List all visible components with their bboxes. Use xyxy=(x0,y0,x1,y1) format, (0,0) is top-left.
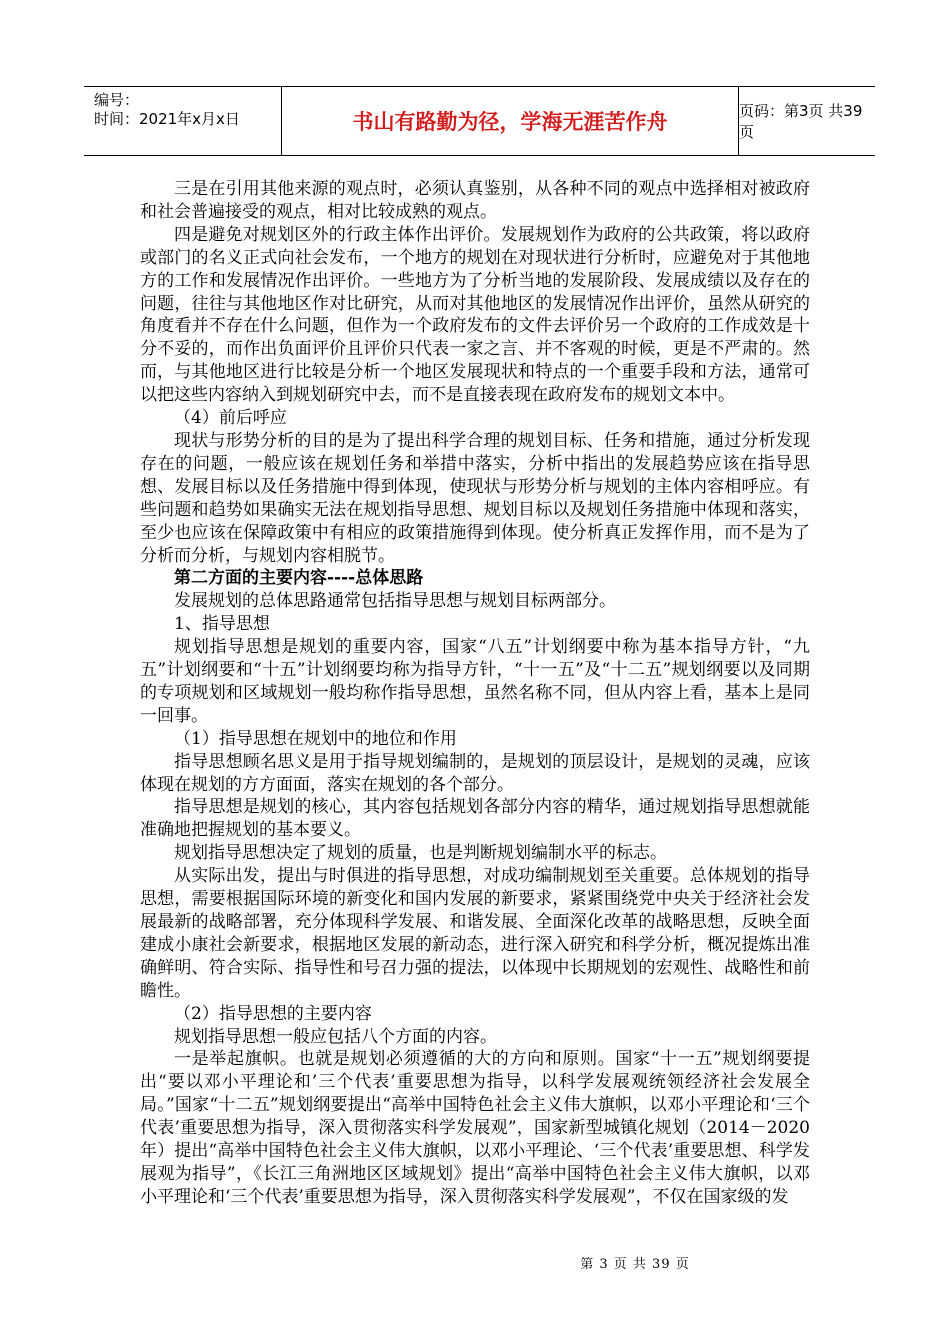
subheading: （2）指导思想的主要内容 xyxy=(174,1003,372,1024)
time-label: 时间：2021年x月x日 xyxy=(94,110,240,128)
page-header xyxy=(84,86,875,156)
subheading: （1）指导思想在规划中的地位和作用 xyxy=(174,728,457,749)
paragraph: 指导思想是规划的核心，其内容包括规划各部分内容的精华，通过规划指导思想就能准确地把握规划的基本要义。 xyxy=(140,797,810,841)
header-meta xyxy=(84,87,281,155)
paragraph: 规划指导思想一般应包括八个方面的内容。 xyxy=(174,1026,497,1047)
paragraph: 规划指导思想是规划的重要内容，国家“八五”计划纲要中称为基本指导方针，“九五”计划纲要和“十五”计划纲要均称为指导方针，“十一五”及“十二五”规划纲要以及同期的专项规划和区域规划一般均称作指导思想，虽然名称不同，但从内容上看，基本上是同一回事。 xyxy=(140,637,810,726)
paragraph: 指导思想顾名思义是用于指导规划编制的，是规划的顶层设计，是规划的灵魂，应该体现在规划的方方面面，落实在规划的各个部分。 xyxy=(140,751,810,795)
subheading: 1、指导思想 xyxy=(174,614,270,635)
footer-page-number: 第 3 页 共 39 页 xyxy=(580,1257,690,1272)
document-body xyxy=(140,178,810,1209)
paragraph: 从实际出发，提出与时俱进的指导思想，对成功编制规划至关重要。总体规划的指导思想，需要根据国际环境的新变化和国内发展的新要求，紧紧围绕党中央关于经济社会发展最新的战略部署，充分体现科学发展、和谐发展、全面深化改革的战略思想，反映全面建成小康社会新要求，根据地区发展的新动态，进行深入研究和科学分析，概况提炼出准确鲜明、符合实际、指导性和号召力强的提法，以体现中长期规划的宏观性、战略性和前瞻性。 xyxy=(140,866,810,1001)
header-page-info: 页码：第3页 共39页 xyxy=(739,102,863,141)
paragraph: 三是在引用其他来源的观点时，必须认真鉴别，从各种不同的观点中选择相对被政府和社会普遍接受的观点，相对比较成熟的观点。 xyxy=(140,179,810,222)
paragraph: 一是举起旗帜。也就是规划必须遵循的大的方向和原则。国家“十一五”规划纲要提出“要以邓小平理论和’三个代表’重要思想为指导，以科学发展观统领经济社会发展全局。”国家“十二五”规划纲要提出“高举中国特色社会主义伟大旗帜，以邓小平理论和‘三个代表’重要思想为指导，深入贯彻落实科学发展观”，国家新型城镇化规划（2014－2020年）提出“高举中国特色社会主义伟大旗帜，以邓小平理论、‘三个代表’重要思想、科学发展观为指导”，《长江三角洲地区区域规划》提出“高举中国特色社会主义伟大旗帜，以邓小平理论和‘三个代表’重要思想为指导，深入贯彻落实科学发展观”，不仅在国家级的发 xyxy=(140,1049,810,1207)
section-heading: 第二方面的主要内容----总体思路 xyxy=(174,568,424,589)
subheading: （4）前后呼应 xyxy=(174,408,287,429)
paragraph: 发展规划的总体思路通常包括指导思想与规划目标两部分。 xyxy=(174,591,616,612)
paragraph: 现状与形势分析的目的是为了提出科学合理的规划目标、任务和措施，通过分析发现存在的问题，一般应该在规划任务和举措中落实，分析中指出的发展趋势应该在指导思想、发展目标以及任务措施中得到体现，使现状与形势分析与规划的主体内容相呼应。有些问题和趋势如果确实无法在规划指导思想、规划目标以及规划任务措施中体现和落实，至少也应该在保障政策中有相应的政策措施得到体现。使分析真正发挥作用，而不是为了分析而分析，与规划内容相脱节。 xyxy=(140,430,810,566)
paragraph: 规划指导思想决定了规划的质量，也是判断规划编制水平的标志。 xyxy=(174,843,667,864)
header-motto: 书山有路勤为径，学海无涯苦作舟 xyxy=(281,87,739,155)
paragraph: 四是避免对规划区外的行政主体作出评价。发展规划作为政府的公共政策，将以政府或部门的名义正式向社会发布，一个地方的规划在对现状进行分析时，应避免对于其他地方的工作和发展情况作出评价。一些地方为了分析当地的发展阶段、发展成绩以及存在的问题，往往与其他地区作对比研究，从而对其他地区的发展情况作出评价，虽然从研究的角度看并不存在什么问题，但作为一个政府发布的文件去评价另一个政府的工作成效是十分不妥的，而作出负面评价且评价只代表一家之言、并不客观的时候，更是不严肃的。然而，与其他地区进行比较是分析一个地区发展现状和特点的一个重要手段和方法，通常可以把这些内容纳入到规划研究中去，而不是直接表现在政府发布的规划文本中。 xyxy=(140,224,810,406)
page-footer xyxy=(0,1253,950,1272)
number-label: 编号： xyxy=(94,91,140,109)
